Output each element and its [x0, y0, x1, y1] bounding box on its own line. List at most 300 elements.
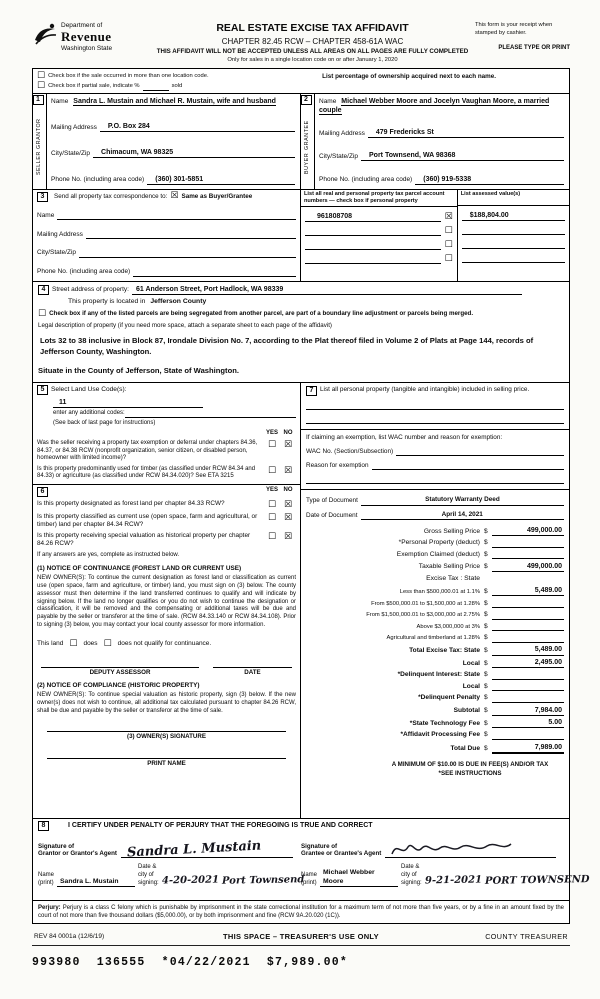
perjury-notice [33, 901, 569, 923]
situate-line: Situate in the County of Jefferson, State of Washington. [38, 366, 239, 376]
tier-2-row [306, 599, 564, 608]
multi-location-checkbox[interactable]: ☐ [37, 70, 46, 81]
section-2-buyer [301, 94, 569, 189]
additional-codes-row [53, 410, 296, 418]
cashier-stamp: 993980 136555 *04/22/2021 $7,989.00* [32, 955, 348, 969]
located-line [68, 298, 564, 307]
total-due-row [306, 743, 564, 754]
taxable-selling-price-label: Taxable Selling Price [418, 563, 480, 571]
s5-q1-no-checkbox[interactable]: ☒ [283, 440, 293, 451]
total-due-label: Total Due [450, 745, 480, 753]
corr-mailing-field[interactable] [86, 230, 296, 239]
grantor-signature-field[interactable] [121, 836, 293, 861]
delinquent-penalty-value[interactable] [492, 694, 564, 703]
corr-city-field[interactable] [79, 249, 296, 258]
total-excise-state-value[interactable]: 5,489.00 [492, 645, 564, 655]
minimum-due-text: A MINIMUM OF $10.00 IS DUE IN FEE(S) AND/OR TAX [391, 760, 549, 768]
s5-q1-text: Was the seller receiving a property tax exemption or deferral under chapters 84.36, 84.37, or 84.38 RCW (nonprofit organization, senior citizen, or disabled person, homeowner with limited income)? [37, 440, 258, 462]
personal-property-deduct-row [306, 539, 564, 548]
s6-q2-no-checkbox[interactable]: ☒ [283, 512, 293, 523]
state-technology-fee-value[interactable]: 5.00 [492, 718, 564, 728]
grantor-date-city-label: Date & city of signing: [138, 864, 159, 886]
signature-of-label: Signature of [301, 842, 338, 850]
wac-label: WAC No. (Section/Subsection) [306, 448, 394, 455]
street-address-value[interactable]: 61 Anderson Street, Port Hadlock, WA 98339 [132, 285, 522, 295]
logo-washington-state: Washington State [61, 45, 113, 53]
subtotal-label: Subtotal [453, 707, 480, 715]
corr-city-label: City/State/Zip [37, 249, 77, 257]
subtotal-value[interactable]: 7,984.00 [492, 706, 564, 716]
grantor-signing-date[interactable]: 4-20-2021 [161, 874, 219, 887]
form-footer [32, 930, 570, 946]
dollar-sign: $ [484, 587, 488, 595]
street-address-label: Street address of property: [52, 286, 129, 294]
tier-4-label: Above $3,000,000 at 3% [416, 623, 480, 630]
tier-4-value[interactable] [492, 622, 564, 631]
seller-name-row [51, 97, 295, 106]
section-4 [33, 282, 569, 383]
seller-sidebar [33, 94, 47, 189]
partial-sale-percent-field[interactable] [143, 84, 169, 91]
seller-mailing-value[interactable]: P.O. Box 284 [100, 122, 295, 132]
reason-field[interactable] [372, 461, 564, 470]
dollar-sign: $ [484, 671, 488, 679]
agricultural-value[interactable] [492, 634, 564, 643]
tier-3-value[interactable] [492, 611, 564, 620]
gross-selling-price-value[interactable]: 499,000.00 [492, 526, 564, 536]
state-technology-fee-label: *State Technology Fee [409, 719, 480, 727]
buyer-name-label: Name [319, 97, 337, 105]
seller-name-label: Name [51, 97, 69, 105]
see-instructions: *SEE INSTRUCTIONS [438, 769, 502, 777]
section-6 [33, 485, 300, 818]
local-interest-value[interactable] [492, 682, 564, 691]
grantee-signature-field[interactable] [385, 836, 556, 858]
affidavit-processing-fee-row [306, 731, 564, 740]
seller-fields [47, 94, 300, 189]
land-use-row [37, 385, 296, 395]
partial-sale-label: Check box if partial sale, indicate % [48, 83, 140, 90]
parcel-header: List all real and personal property tax parcel account numbers — check box if personal property [301, 190, 457, 208]
s5-q2-text: Is this property predominantly used for timber (as classified under RCW 84.34 and 84.33) or agriculture (as classified under RCW 84.34.020)? See ETA 3215 [37, 465, 256, 480]
grantor-name-print-label: Name (print) [38, 871, 55, 886]
chapter-line: CHAPTER 82.45 RCW – CHAPTER 458-61A WAC [221, 36, 404, 46]
personal-property-deduct-label: *Personal Property (deduct) [398, 539, 480, 547]
local-interest-row [306, 682, 564, 691]
located-prefix: This property is located in [68, 297, 146, 305]
s6-q3-text: Is this property receiving special valuation as historical property per chapter 84.26 RCW? [37, 531, 251, 547]
dollar-sign: $ [484, 634, 488, 642]
dollar-sign: $ [484, 563, 488, 571]
local-excise-row [306, 658, 564, 668]
s5-q2-yes-checkbox[interactable]: ☐ [267, 465, 277, 476]
buyer-mailing-value[interactable]: 479 Fredericks St [368, 128, 564, 138]
ownership-note: List percentage of ownership acquired next to each name. [322, 72, 497, 80]
seller-buyer-sections [33, 94, 569, 190]
partial-sale-line [37, 82, 322, 91]
seller-phone-label: Phone No. (including area code) [51, 176, 145, 184]
section-5-number: 5 [37, 385, 48, 395]
grantor-signature-label [38, 843, 117, 859]
section-3 [33, 190, 569, 282]
tier-1-row [306, 586, 564, 596]
correspondence-label: Send all property tax correspondence to: [54, 192, 168, 200]
parcel-number-2[interactable] [305, 227, 441, 236]
personal-property-deduct-value[interactable] [492, 539, 564, 548]
seller-city-label: City/State/Zip [51, 150, 91, 157]
grantee-signature-label [301, 843, 381, 859]
grantor-name-print-value[interactable]: Sandra L. Mustain [57, 878, 135, 888]
s5-q1-yes-checkbox[interactable]: ☐ [267, 440, 277, 451]
dollar-sign: $ [484, 694, 488, 702]
multi-location-label: Check box if the sale occurred in more than one location code. [48, 73, 209, 80]
parcel-2-personal-checkbox[interactable]: ☐ [444, 226, 453, 237]
grantor-signature: Sandra L. Mustain [126, 838, 262, 861]
section-6-number: 6 [37, 487, 48, 497]
section-8-number: 8 [38, 821, 49, 831]
dollar-sign: $ [484, 527, 488, 535]
land-use-code-value[interactable]: 11 [53, 398, 203, 408]
dollar-sign: $ [484, 707, 488, 715]
grantee-date-city-label: Date & city of signing: [401, 864, 422, 886]
section-5 [33, 383, 300, 485]
parcel-4-personal-checkbox[interactable]: ☐ [444, 254, 453, 265]
delinquent-interest-row [306, 671, 564, 680]
perjury-label: Perjury: [38, 905, 61, 911]
receipt-block [475, 22, 570, 53]
title-block [150, 22, 475, 65]
grantee-name-print-label: Name (print) [301, 871, 318, 886]
dollar-sign: $ [484, 745, 488, 753]
type-of-document-label: Type of Document [306, 497, 358, 505]
same-as-buyer-checkbox[interactable]: ☒ [170, 191, 179, 202]
tier-1-value[interactable]: 5,489.00 [492, 586, 564, 596]
middle-columns [33, 383, 569, 819]
s5-yes-no-header [37, 430, 296, 438]
delinquent-interest-label: *Delinquent Interest: State [397, 671, 480, 679]
seller-city-value[interactable]: Chimacum, WA 98325 [93, 148, 295, 158]
reason-field-2[interactable] [306, 472, 564, 484]
exemption-claimed-value[interactable] [492, 550, 564, 559]
name-print-row [38, 864, 590, 888]
deputy-assessor-row [41, 667, 292, 677]
s6-question-1 [37, 500, 296, 510]
affidavit-processing-fee-label: *Affidavit Processing Fee [400, 731, 480, 739]
s5-question-2 [37, 466, 296, 481]
section-2-number: 2 [301, 95, 312, 105]
seller-city-row [51, 148, 295, 158]
agricultural-label: Agricultural and timberland at 1.28% [386, 635, 480, 642]
tier-2-value[interactable] [492, 599, 564, 608]
buyer-grantee-vertical-label [304, 105, 311, 189]
receipt-note: This form is your receipt when stamped by cashier. [475, 22, 553, 36]
located-county[interactable]: Jefferson County [150, 297, 207, 305]
s6-yes-header: YES [265, 486, 278, 493]
local-excise-label: Local [462, 659, 480, 667]
buyer-fields [315, 94, 569, 189]
grantor-word: GRANTOR [36, 118, 43, 149]
exemption-intro: If claiming an exemption, list WAC number and reason for exemption: [306, 434, 503, 441]
dollar-sign: $ [484, 622, 488, 630]
exemption-claimed-row [306, 550, 564, 559]
tier-4-row [306, 622, 564, 631]
reason-row [306, 461, 564, 470]
dollar-sign: $ [484, 550, 488, 558]
delinquent-interest-value[interactable] [492, 671, 564, 680]
deputy-assessor-signature-line[interactable]: DEPUTY ASSESSOR [41, 667, 199, 677]
corr-mailing-row [37, 230, 296, 239]
buyer-phone-value[interactable]: (360) 919-5338 [415, 175, 564, 185]
s6-yes-no-header [37, 487, 296, 497]
parcel-column [301, 190, 458, 281]
s6-q1-text: Is this property designated as forest land per chapter 84.33 RCW? [37, 499, 225, 507]
buyer-sidebar [301, 94, 315, 189]
seller-mailing-label: Mailing Address [51, 123, 97, 131]
owner-signature-line[interactable]: (3) OWNER(S) SIGNATURE [47, 731, 286, 741]
grantee-word: GRANTEE [304, 120, 311, 150]
form-box [32, 68, 590, 925]
local-excise-value[interactable]: 2,495.00 [492, 658, 564, 668]
delinquent-penalty-row [306, 694, 564, 703]
only-note: Only for sales in a single location code on or after January 1, 2020 [227, 57, 398, 64]
total-due-value[interactable]: 7,989.00 [492, 743, 564, 754]
continuance-line [37, 640, 296, 649]
corr-city-row [37, 249, 296, 258]
notice-1-body: NEW OWNER(S): To continue the current designation as forest land or classification as current use (open space, farm and agriculture, or timber) land, you must sign on (3) below. The county assessor must then determine if the land transferred continues to qualify and will indicate by signing below. If the land no longer qualifies or you do not wish to continue the designation or classification, it will be removed and the compensating or additional taxes will be due and payable by the seller or transferor at the time of sale. (RCW 84.33.140 or RCW 84.34.108). Prior to signing (3) below, you may contact your local county assessor for more information. [37, 575, 296, 628]
subtotal-row [306, 706, 564, 716]
taxable-selling-price-row [306, 562, 564, 572]
date-of-document-value[interactable]: April 14, 2021 [361, 511, 564, 520]
buyer-city-value[interactable]: Port Townsend, WA 98368 [361, 151, 564, 161]
buyer-city-label: City/State/Zip [319, 153, 359, 161]
personal-property-field-2[interactable] [306, 412, 564, 424]
grantee-signature [389, 838, 514, 860]
grantee-name-print-value[interactable]: Michael Webber Moore [320, 869, 398, 888]
notice-1-title: (1) NOTICE OF CONTINUANCE (FOREST LAND OR CURRENT USE) [37, 564, 242, 572]
tier-2-label: From $500,000.01 to $1,500,000 at 1.28% [371, 600, 480, 607]
dor-logo [32, 22, 150, 54]
grantor-name-block [38, 864, 305, 888]
land-does-not-checkbox[interactable]: ☐ [103, 638, 112, 649]
tier-3-row [306, 611, 564, 620]
certify-row [38, 821, 564, 831]
seller-word: SELLER [36, 150, 43, 175]
grantor-signature-block [38, 836, 301, 861]
assessed-row [458, 211, 569, 221]
buyer-phone-label: Phone No. (including area code) [319, 176, 413, 184]
section-3-number: 3 [37, 192, 48, 202]
assessed-value-3[interactable] [462, 240, 565, 249]
dollar-sign: $ [484, 659, 488, 667]
tier-1-label: Less than $500,000.01 at 1.1% [399, 588, 480, 595]
signature-of-label: Signature of [38, 842, 75, 850]
dollar-sign: $ [484, 599, 488, 607]
legal-description-text[interactable]: Lots 32 to 38 inclusive in Block 87, Irondale Division No. 7, according to the Plat thereof filed in Volume 2 of Plats at Page 144, records of Jefferson County, Washington. [40, 335, 534, 357]
s6-question-3 [37, 532, 296, 548]
partial-sale-sold-label: sold [171, 83, 183, 90]
delinquent-penalty-label: *Delinquent Penalty [418, 694, 480, 702]
assessed-header: List assessed value(s) [458, 190, 569, 206]
parcel-1-personal-checkbox[interactable]: ☒ [444, 212, 453, 223]
top-checks [37, 71, 322, 91]
seller-phone-value[interactable]: (360) 301-5851 [147, 175, 295, 185]
certify-statement: I CERTIFY UNDER PENALTY OF PERJURY THAT THE FOREGOING IS TRUE AND CORRECT [68, 822, 373, 830]
left-column [33, 383, 301, 818]
section-1-number: 1 [33, 95, 44, 105]
s6-q2-text: Is this property classified as current use (open space, farm and agricultural, or timber) land per chapter 84.34 RCW? [37, 512, 258, 528]
tier-3-label: From $1,500,000.01 to $3,000,000 at 2.75% [366, 612, 480, 619]
buyer-name-row [319, 97, 564, 116]
partial-sale-checkbox[interactable]: ☐ [37, 80, 46, 91]
segregated-checkbox[interactable]: ☐ [38, 308, 47, 319]
personal-property-row [306, 386, 564, 396]
assessed-value-4[interactable] [462, 254, 565, 263]
s6-q1-no-checkbox[interactable]: ☒ [283, 499, 293, 510]
parcel-number-3[interactable] [305, 241, 441, 250]
perjury-text: Perjury is a class C felony which is punishable by imprisonment in the state correctional institution for a maximum term of not more than five years, or by a fine in an amount fixed by the court of not more than five thousand dollars ($5,000.00), or by both imprisonment and fine (RCW 9A.20.020 (1C)). [38, 905, 564, 920]
s5-no-header: NO [283, 429, 293, 436]
gross-selling-price-row [306, 526, 564, 536]
parcel-number-4[interactable] [305, 255, 441, 264]
s6-q2-yes-checkbox[interactable]: ☐ [267, 512, 277, 523]
s6-q3-no-checkbox[interactable]: ☒ [283, 531, 293, 542]
date-of-document-row [306, 511, 564, 520]
corr-name-label: Name [37, 211, 55, 219]
minimum-due-note [376, 760, 564, 779]
seller-phone-row [51, 175, 295, 185]
type-of-document-row [306, 496, 564, 505]
assessed-value-2[interactable] [462, 226, 565, 235]
notice-2-body: NEW OWNER(S): To continue special valuation as historic property, sign (3) below. If the new owner(s) does not wish to continue, all additional tax calculated pursuant to chapter 84.26 RCW, shall be due and payable by the seller or transferor at the time of sale. [37, 692, 296, 714]
state-technology-fee-row [306, 718, 564, 728]
s5-q2-no-checkbox[interactable]: ☒ [283, 465, 293, 476]
buyer-word: BUYER [304, 151, 311, 174]
top-checkbox-bar [33, 69, 569, 94]
additional-codes-label: enter any additional codes: [53, 410, 125, 417]
dollar-sign: $ [484, 682, 488, 690]
dollar-sign: $ [484, 611, 488, 619]
legal-description-label: Legal description of property (if you need more space, attach a separate sheet to each page of the affidavit) [38, 321, 332, 329]
parcel-row [301, 212, 457, 222]
personal-property-field-1[interactable] [306, 398, 564, 410]
dor-logo-text [61, 22, 112, 54]
seller-grantor-vertical-label [36, 105, 43, 189]
warning-line: THIS AFFIDAVIT WILL NOT BE ACCEPTED UNLESS ALL AREAS ON ALL PAGES ARE FULLY COMPLETED [156, 48, 469, 56]
county-treasurer-label: COUNTY TREASURER [485, 932, 568, 942]
corr-name-row [37, 211, 296, 220]
corr-name-field[interactable] [57, 211, 296, 220]
corr-phone-field[interactable] [133, 268, 296, 277]
form-title: REAL ESTATE EXCISE TAX AFFIDAVIT [216, 22, 409, 34]
dollar-sign: $ [484, 646, 488, 654]
parcel-row [301, 255, 457, 264]
print-name-line[interactable]: PRINT NAME [47, 758, 286, 768]
buyer-name-value[interactable]: Michael Webber Moore and Jocelyn Vaughan Moore, a married couple [319, 97, 550, 115]
seller-mailing-row [51, 122, 295, 132]
buyer-phone-row [319, 175, 564, 185]
parcel-3-personal-checkbox[interactable]: ☐ [444, 240, 453, 251]
assessed-row [458, 254, 569, 263]
parcel-row [301, 227, 457, 236]
segregated-line [38, 310, 564, 319]
same-as-buyer-label: Same as Buyer/Grantee [181, 192, 253, 200]
section-1-seller [33, 94, 301, 189]
logo-revenue: Revenue [61, 29, 112, 45]
additional-codes-field[interactable] [125, 411, 296, 418]
dor-logo-mark [32, 22, 58, 48]
divider [301, 489, 569, 490]
multi-location-line [37, 72, 322, 81]
dollar-sign: $ [484, 731, 488, 739]
gross-selling-price-label: Gross Selling Price [423, 527, 480, 535]
section-8 [33, 819, 590, 901]
assessed-value-1[interactable]: $188,804.00 [462, 211, 565, 221]
form-header [32, 22, 570, 65]
see-back-note: (See back of last page for instructions) [53, 419, 156, 426]
personal-property-label: List all personal property (tangible and intangible) included in selling price. [320, 386, 530, 393]
correspondence-line [37, 192, 296, 202]
buyer-city-row [319, 151, 564, 161]
wac-field[interactable] [396, 447, 564, 456]
does-label: does [83, 639, 98, 647]
grantee-name-block [301, 864, 590, 888]
exemption-claimed-label: Exemption Claimed (deduct) [396, 550, 480, 558]
street-address-row [38, 285, 564, 295]
grantee-signing-city[interactable]: PORT TOWNSEND [484, 874, 590, 888]
date-of-document-label: Date of Document [306, 511, 358, 519]
land-use-label: Select Land Use Code(s): [51, 385, 127, 393]
grantee-agent-label: Grantee or Grantee's Agent [301, 850, 382, 858]
corr-mailing-label: Mailing Address [37, 230, 83, 238]
parcel-number-1[interactable]: 961808708 [305, 212, 441, 222]
treasurer-use-label: THIS SPACE – TREASURER'S USE ONLY [223, 932, 379, 942]
assessed-row [458, 240, 569, 249]
s6-q1-yes-checkbox[interactable]: ☐ [267, 499, 277, 510]
grantor-agent-label: Grantor or Grantor's Agent [38, 850, 117, 858]
if-yes-note: If any answers are yes, complete as instructed below. [37, 551, 180, 558]
total-excise-state-row [306, 645, 564, 655]
grantor-signing-city[interactable]: Port Townsend [221, 874, 305, 888]
dollar-sign: $ [484, 539, 488, 547]
tax-correspondence [33, 190, 301, 281]
s5-yes-header: YES [265, 429, 278, 436]
grantee-signature-block [301, 836, 564, 858]
type-of-document-value[interactable]: Statutory Warranty Deed [361, 496, 564, 505]
dollar-sign: $ [484, 719, 488, 727]
land-does-checkbox[interactable]: ☐ [69, 638, 78, 649]
deputy-date-line[interactable]: DATE [213, 667, 292, 677]
s5-question-1 [37, 440, 296, 463]
s6-q3-yes-checkbox[interactable]: ☐ [267, 531, 277, 542]
this-land-label: This land [37, 639, 64, 647]
does-not-label: does not qualify for continuance. [117, 639, 212, 647]
assessed-column [458, 190, 569, 281]
type-or-print: PLEASE TYPE OR PRINT [498, 45, 570, 52]
taxable-selling-price-value[interactable]: 499,000.00 [492, 562, 564, 572]
s6-no-header: NO [283, 486, 293, 493]
grantee-signing-date[interactable]: 9-21-2021 [424, 874, 482, 887]
buyer-mailing-row [319, 128, 564, 138]
agricultural-row [306, 634, 564, 643]
parcel-area [301, 190, 569, 281]
seller-name-value[interactable]: Sandra L. Mustain and Michael R. Mustain, wife and husband [73, 97, 276, 105]
buyer-mailing-label: Mailing Address [319, 129, 365, 137]
reason-label: Reason for exemption [306, 462, 369, 469]
section-7-number: 7 [306, 386, 317, 396]
affidavit-processing-fee-value[interactable] [492, 731, 564, 740]
local-interest-label: Local [462, 682, 480, 690]
logo-department-of: Department of [61, 22, 103, 29]
